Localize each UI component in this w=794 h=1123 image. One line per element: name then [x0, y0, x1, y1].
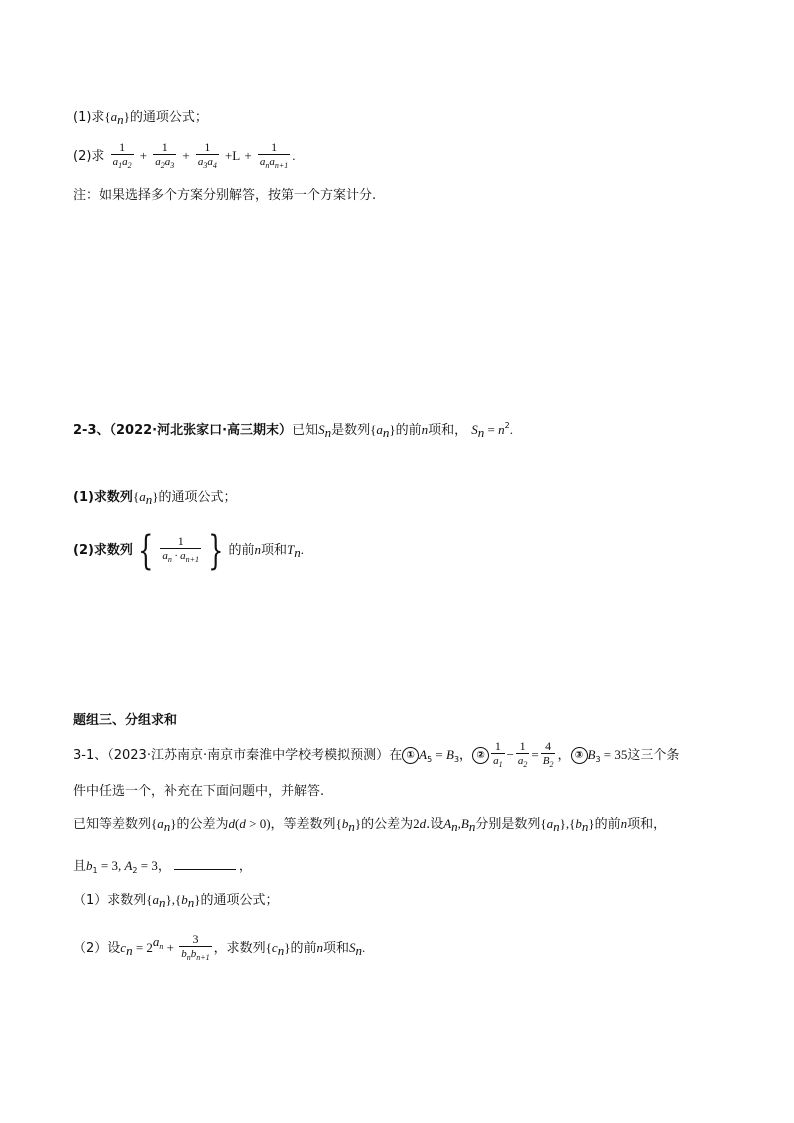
q3-part2: （2）设$c_n = 2^{a_n}$ + $\frac{3}{b_nb_{n+1}}$ ，求数列$\{c_n\}$的前n项和$S_n$.: [73, 924, 365, 960]
q2-statement: 2-3、（2022·河北张家口·高三期末）已知$S_n$是数列$\{a_n\}$的前n项和， $S_n = n^2$.: [73, 421, 513, 440]
fraction: $\frac{1}{a_2}$: [517, 739, 528, 769]
q3-statement: 3-1、（2023·江苏南京·南京市秦淮中学校考模拟预测）在 ① $A_5 = B_3$， ② $\frac{1}{a_1}$ − $\frac{1}{a_2}$ = $\frac{4}{B_2}$ ， ③ $B_3 = 35$这三个条: [73, 738, 679, 772]
q1-note: 注：如果选择多个方案分别解答，按第一个方案计分.: [73, 188, 377, 203]
q3-line3: 已知等差数列$\{a_n\}$的公差为d(d > 0)，等差数列$\{b_n\}$的公差为2d.设$A_n,B_n$分别是数列$\{a_n\},\{b_n\}$的前n项和，: [73, 816, 667, 834]
fraction: $\frac{1}{a_3a_4}$: [197, 140, 217, 170]
fraction: $\frac{4}{B_2}$: [542, 739, 554, 769]
fraction: $\frac{1}{a_1a_2}$: [112, 140, 132, 170]
q3-line2: 件中任选一个，补充在下面问题中，并解答.: [73, 784, 325, 799]
section-heading: 题组三、分组求和: [73, 713, 178, 728]
fraction: $\frac{1}{a_1}$: [493, 739, 503, 769]
q2-part2: (2)求数列 { $\frac{1}{a_n \cdot a_{n+1}}$ } 的前n项和$T_n$.: [73, 527, 305, 574]
fraction: $\frac{3}{b_nb_{n+1}}$: [181, 932, 210, 962]
q3-line4: 且$b_1 = 3$, $A_2 = 3$， ，: [73, 855, 252, 881]
fraction: $\frac{1}{a_na_{n+1}}$: [259, 140, 289, 170]
fraction: $\frac{1}{a_2a_3}$: [155, 140, 175, 170]
fraction: $\frac{1}{a_n \cdot a_{n+1}}$: [162, 534, 200, 564]
answer-blank[interactable]: [174, 855, 236, 870]
q2-part1: (1)求数列$\{a_n\}$的通项公式；: [73, 489, 237, 507]
q1-part2: (2)求 $\frac{1}{a_1a_2}$ + $\frac{1}{a_2a_3}$ + $\frac{1}{a_3a_4}$ +L + $\frac{1}{a_na_{n+1}}$ .: [73, 140, 296, 170]
q1-part1: (1)求$\{a_n\}$的通项公式；: [73, 109, 208, 127]
q3-part1: （1）求数列$\{a_n\},\{b_n\}$的通项公式；: [73, 892, 279, 910]
